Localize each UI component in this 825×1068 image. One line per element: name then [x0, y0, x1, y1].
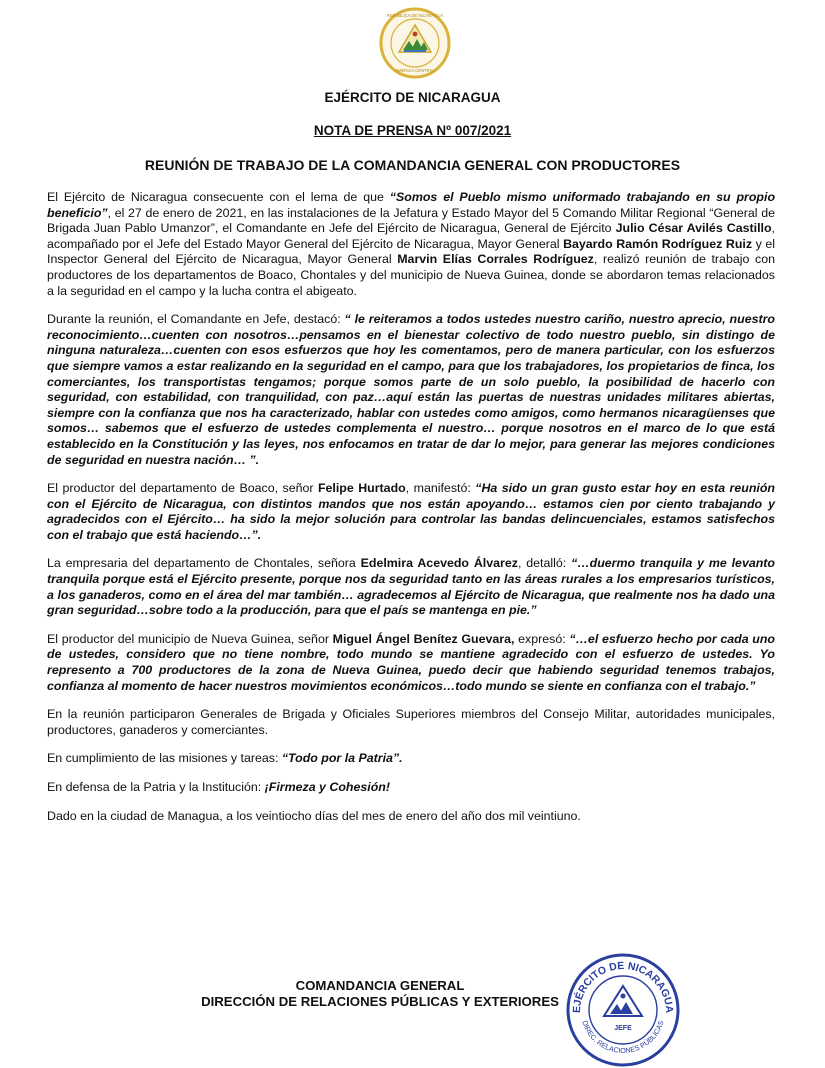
person-name: Edelmira Acevedo Álvarez — [360, 556, 518, 571]
slogan-quote: “Todo por la Patria”. — [281, 751, 403, 766]
text-span: , acompañado por el Jefe del Estado Mayor General del Ejército de Nicaragua, Mayor General — [47, 221, 775, 251]
organization-heading: EJÉRCITO DE NICARAGUA — [324, 90, 501, 105]
person-name: Bayardo Ramón Rodríguez Ruiz — [563, 236, 753, 251]
text-span: , realizó reunión de trabajo con productores de los departamentos de Boaco, Chontales y del municipio de Nueva Guinea, donde se abordaron temas relacionados a la seguridad en el campo y la lucha contra el abigeato. — [47, 252, 775, 298]
seal-text-top: REPÚBLICA DE NICARAGUA — [386, 13, 444, 18]
text-span: , detalló: — [517, 556, 572, 571]
text-span: Durante la reunión, el Comandante en Jefe, destacó: — [47, 312, 345, 327]
signature-line-2: DIRECCIÓN DE RELACIONES PÚBLICAS Y EXTERIORES — [201, 994, 559, 1009]
text-span: , el 27 de enero de 2021, en las instalaciones de la Jefatura y Estado Mayor del 5 Comando Militar Regional “General de Brigada Juan Pablo Umanzor”, el Comandante en Jefe del Ejército de Nicaragua, General de Ejército — [47, 205, 775, 236]
stamp-text-center: JEFE — [614, 1025, 632, 1032]
stamp-text-bottom: DIREC. RELACIONES PÚBLICAS — [580, 1019, 666, 1055]
commander-quote: “ le reiteramos a todos ustedes nuestro cariño, nuestro aprecio, nuestro reconocimiento…cuenten con nosotros…pensamos en el bienestar colectivo de todo nuestro pueblo, sin distingo de ninguna naturaleza…cuenten con esos esfuerzos que hoy les comentamos, pero de manera particular, con los esfuerzos que siempre vamos a estar realizando en la seguridad en el campo, para que los trabajadores, los propietarios de finca, los comerciantes, los transportistas tengamos; porque somos parte de un solo pueblo, la posibilidad de hacerlo con seguridad, con estabilidad, con tranquilidad, con paz…aquí están las puertas de nuestras unidades militares abiertas, siempre con la confianza que nos ha caracterizado, hablar con ustedes como amigos, como hermanos nicaragüenses que somos… sabemos que el esfuerzo de ustedes complementa el nuestro… porque nosotros en el marco de lo que está establecido en la Constitución y las leyes, nos enfocamos en tratar de dar lo mejor, para generar las mejores condiciones de seguridad en nuestra nación… ”. — [47, 312, 775, 467]
press-note-number: NOTA DE PRENSA Nº 007/2021 — [313, 123, 512, 138]
signature-block — [170, 978, 590, 1010]
paragraph-intro — [47, 190, 775, 299]
producer-quote: “…el esfuerzo hecho por cada uno de ustedes, considero que no tiene nombre, todo mundo se mantiene agradecido con el esfuerzo de ustedes. Yo represento a 700 productores de la zona de Nueva Guinea, puedo decir que habiendo seguridad tenemos trabajos, confianza al momento de hacer nuestros movimientos económicos…todo mundo se siente en confianza con el trabajo.” — [47, 631, 775, 693]
person-name: Julio César Avilés Castillo — [615, 221, 772, 236]
paragraph-defense — [47, 780, 775, 796]
text-span: La empresaria del departamento de Chontales, señora — [47, 556, 361, 571]
nicaragua-coat-of-arms-icon — [379, 6, 451, 82]
paragraph-chontales-entrepreneur — [47, 556, 775, 618]
text-span: En cumplimiento de las misiones y tareas: — [47, 751, 282, 766]
text-span: , manifestó: — [405, 481, 476, 496]
text-span: y el Inspector General del Ejército de Nicaragua, Mayor General — [47, 236, 775, 267]
paragraph-participants: En la reunión participaron Generales de Brigada y Oficiales Superiores miembros del Consejo Militar, autoridades municipales, productores, ganaderos y comerciantes. — [47, 707, 775, 737]
signature-line-1: COMANDANCIA GENERAL — [295, 978, 465, 993]
text-span: El productor del departamento de Boaco, señor — [47, 481, 318, 496]
paragraph-boaco-producer — [47, 481, 775, 543]
paragraph-commander-quote — [47, 312, 775, 468]
slogan-quote: ¡Firmeza y Cohesión! — [264, 780, 390, 794]
text-span: En defensa de la Patria y la Institución: — [47, 780, 265, 794]
press-release-body — [47, 190, 775, 837]
text-span: El Ejército de Nicaragua consecuente con el lema de que — [47, 190, 390, 204]
person-name: Felipe Hurtado — [317, 481, 406, 496]
seal-text-bottom: AMÉRICA CENTRAL — [395, 68, 435, 73]
official-stamp-icon — [562, 950, 684, 1068]
paragraph-nueva-guinea-producer — [47, 632, 775, 694]
person-name: Marvin Elías Corrales Rodríguez — [397, 252, 594, 267]
paragraph-date-place: Dado en la ciudad de Managua, a los veintiocho días del mes de enero del año dos mil veintiuno. — [47, 808, 581, 823]
person-name: Miguel Ángel Benítez Guevara, — [332, 631, 515, 646]
producer-quote: “Ha sido un gran gusto estar hoy en esta reunión con el Ejército de Nicaragua, con distintos mandos que nos están apoyando… estamos cien por ciento trabajando y agradecidos con el Ejército… ha sido la mejor solución para controlar las bandas delincuenciales, estamos satisfechos con el trabajo que está haciendo…”. — [47, 481, 775, 542]
text-span: expresó: — [514, 631, 570, 646]
paragraph-missions — [47, 751, 775, 767]
text-span: El productor del municipio de Nueva Guinea, señor — [47, 631, 333, 646]
page-title: REUNIÓN DE TRABAJO DE LA COMANDANCIA GENERAL CON PRODUCTORES — [144, 157, 681, 173]
motto-quote: “Somos el Pueblo mismo uniformado trabajando en su propio beneficio” — [47, 190, 776, 220]
stamp-text-top: EJÉRCITO DE NICARAGUA — [570, 959, 676, 1014]
entrepreneur-quote: “…duermo tranquila y me levanto tranquila porque está el Ejército presente, porque nos da seguridad tanto en las áreas rurales a los empresarios turísticos, a los ganaderos, como en el área del mar también… agradecemos al Ejército de Nicaragua, que realmente nos ha dado una gran seguridad…sobre todo a la producción, para que el país se mantenga en pie.” — [47, 556, 775, 618]
